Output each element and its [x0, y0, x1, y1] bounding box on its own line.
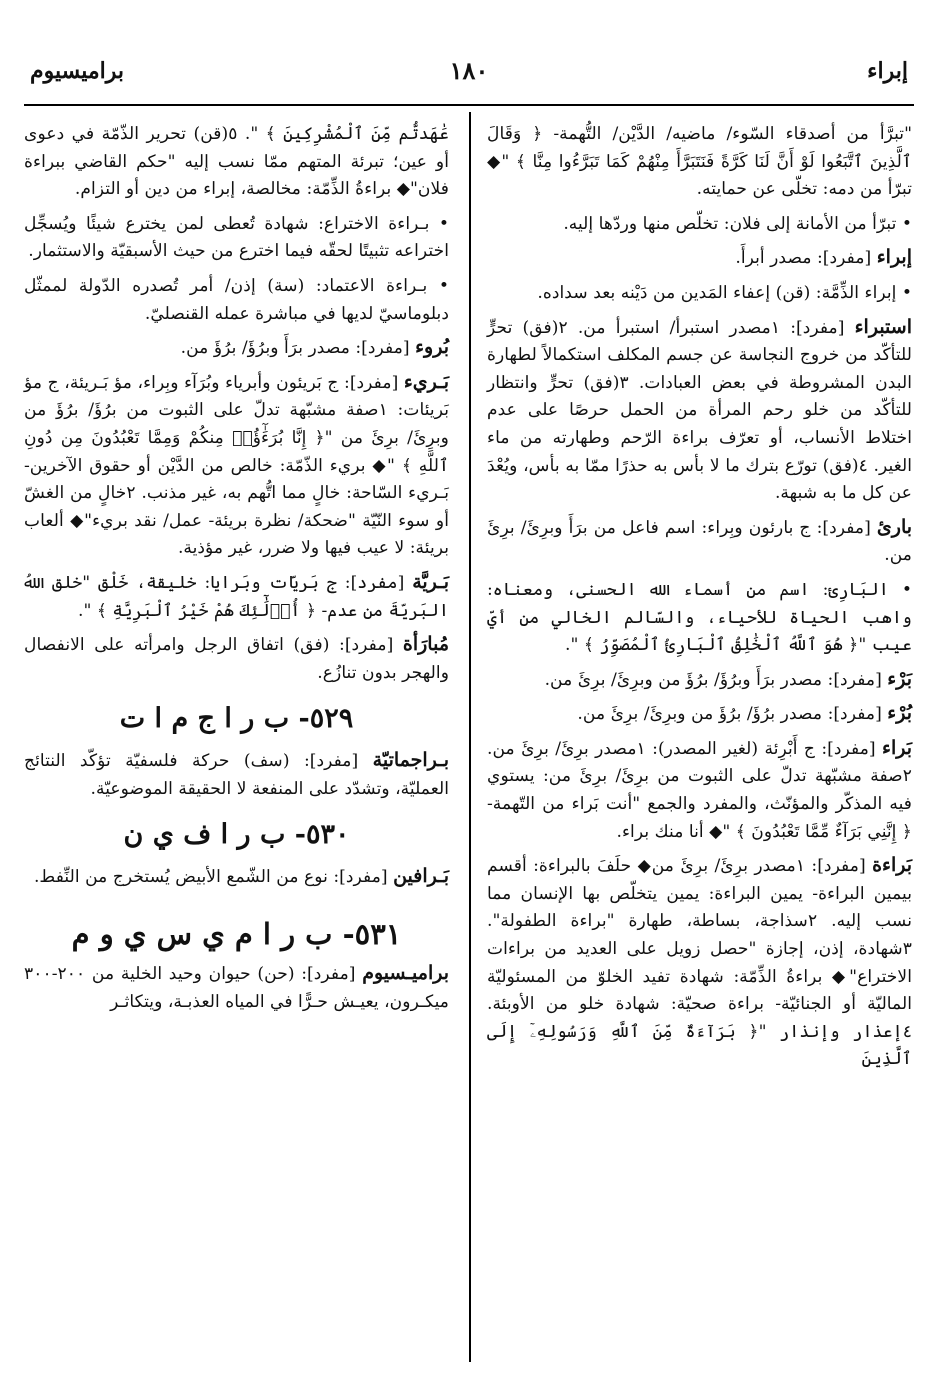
entry-definition: [مفرد]: مصدر برَأَ وبرُؤَ/ برُؤَ من وبرِئَ/ برِئَ من.	[544, 669, 882, 690]
entry-headword: إبراء	[876, 246, 912, 269]
dictionary-entry	[487, 700, 912, 729]
entry-headword: بُرْء	[887, 702, 912, 725]
entry-headword: استبراء	[854, 315, 912, 338]
entry-definition: [مفرد]: مصدر برَأَ وبرُؤَ/ برُؤَ من.	[180, 338, 410, 359]
entry-definition: • إبراء الذِّمَّة: (قن) إعفاء المَدين من دَيْنه بعد سداده.	[537, 282, 912, 303]
entry-definition: [مفرد]: ج بَريئون وأبرياء وبُرَآء وبِراء، مؤ بَـريئة، ج مؤ بَريئات: ١صفة مشبّهة تدلّ على الثبوت من برُؤَ/ برُؤَ من وبرِئَ/ برِئَ من "﴿ إِنَّا بُرَءَٰٓؤُا۟ مِنكُمْ وَمِمَّا تَعْبُدُونَ مِن دُونِ ٱللَّهِ ﴾ "◆ بريء الذّمّة: خالص من الدَّيْن أو حقوق الآخرين- بَـريء السّاحة: خالٍ مما اتُّهم به، غير مذنب. ٢خالٍ من الغشّ أو سوء النّيّة "ضحكة/ نظرة بريئة- عمل/ نقد بريء"◆ ألعاب بريئة: لا عيب فيها ولا ضرر، غير مؤذية.	[24, 372, 449, 559]
entry-definition: [مفرد]: ج أَبْرِئة (لغير المصدر): ١مصدر برِئَ/ برِئَ من. ٢صفة مشبّهة تدلّ على الثبوت من برِئَ/ برِئَ من: يستوي فيه المذكّر والمؤنّث، والمفرد والجمع "أنت بَراء من التّهمة- ﴿ إِنَّنِي بَرَآءٌ مِّمَّا تَعْبُدُونَ ﴾ "◆ أنا منك براء.	[487, 738, 912, 842]
entry-definition: • البَارِئ: اسم من أسماء الله الحسنى، ومعناه: واهب الحياة للأحياء، والسّالم الخالي من أيّ عيب "﴿ هُوَ ٱللَّهُ ٱلْخَٰلِقُ ٱلْبَارِئُ ٱلْمُصَوِّرُ ﴾ ".	[487, 579, 912, 656]
entry-definition: [مفرد]: (فق) اتفاق الرجل وامرأته على الانفصال والهجر بدون تنازُع.	[24, 635, 449, 683]
dictionary-entry	[487, 666, 912, 695]
dictionary-entry	[487, 314, 912, 508]
column-divider	[469, 112, 471, 1362]
entry-headword: مُبارَأة	[402, 633, 449, 656]
dictionary-entry	[24, 747, 449, 803]
entry-headword: بارئ	[876, 515, 913, 538]
dictionary-entry	[24, 863, 449, 892]
dictionary-entry	[24, 334, 449, 363]
entry-definition: [مفرد]: ١مصدر برِئَ/ برِئَ من◆ حلَفَ بالبراءة: أقسم بيمين البراءة- يمين البراءة: يمين يتخلّص بها الإنسان مما نسب إليه. ٢سذاجة، بساطة، طهارة "براءة الطفولة". ٣شهادة، إذن، إجازة "حصل زويل على العديد من براءات الاختراع"◆ براءةُ الذِّمّة: شهادة تفيد الخلوّ من المسئوليّة الماليّة أو الجنائيّة- براءة صحيّة: شهادة خلو من الأوبئة. ٤إعذار وإنذار "﴿ بَرَآءَةٌ مِّنَ ٱللَّهِ وَرَسُولِهِۦٓ إِلَى ٱلَّذِينَ	[487, 856, 912, 1070]
entry-definition: [مفرد]: مصدر برُؤَ/ برُؤَ من وبرِئَ/ برِئَ من.	[577, 704, 882, 725]
dictionary-entry	[487, 120, 912, 204]
entry-headword: بـراجماتيّة	[372, 749, 449, 772]
dictionary-entry	[487, 852, 912, 1074]
dictionary-entry	[24, 631, 449, 687]
root-section-heading: ٥٣٠- ب ر ا ف ي ن	[123, 819, 350, 851]
dictionary-entry	[24, 120, 449, 204]
entry-definition: • تبرّأ من الأمانة إلى فلان: تخلّص منها وردّها إليه.	[563, 213, 912, 234]
entry-headword: بَـريء	[403, 370, 449, 393]
entry-definition: [مفرد]: ١مصدر استبرأ/ استبرأ من. ٢(فق) تحرٍّ للتأكّد من خروج النجاسة عن جسم المكلف استكمالاً لطهارة البدن المشروطة في بعض العبادات. ٣(فق) تحرٍّ وانتظار للتأكّد من خلو رحم المرأة من الحمل حرصًا على عدم اختلاط الأنساب، أو تعرّف براءة الرّحم وطهارته من ماء الغير. ٤(فق) تورّع بترك ما لا بأس به حذرًا ممّا به بأس، ويُعْدَ عن كل ما به شبهة.	[487, 317, 913, 504]
dictionary-entry	[487, 244, 912, 273]
header-rule	[24, 104, 914, 106]
entry-definition: [مفرد]: مصدر أبرأَ.	[735, 248, 872, 269]
dictionary-entry	[24, 272, 449, 328]
dictionary-entry	[487, 210, 912, 239]
entry-headword: بَرْء	[887, 667, 912, 690]
entry-definition: [مفرد]: (سف) حركة فلسفيّة تؤكّد النتائج العمليّة، وتشدّد على المنفعة لا الحقيقة الموضوعيّة.	[24, 751, 449, 799]
entry-headword: بُروء	[415, 336, 449, 359]
entry-definition: [مفرد]: (حن) حيوان وحيد الخلية من ٢٠٠-٣٠٠ ميكـرون، يعيـش حـرًّا في المياه العذبـة، ويتكاثـر	[24, 964, 449, 1012]
entry-definition: • بـراءة الاختراع: شهادة تُعطى لمن يخترع شيئًا ويُسجِّل اختراعه تثبيتًا لحقّه فيما اخترع من حيث الأسبقيّة والاستثمار.	[24, 213, 449, 262]
header-guide-word-right: إبراء	[867, 58, 908, 84]
dictionary-entry	[24, 569, 449, 625]
dictionary-entry	[24, 960, 449, 1016]
header-guide-word-left: براميسيوم	[30, 58, 125, 84]
dictionary-entry	[487, 576, 912, 660]
left-column	[24, 120, 449, 1022]
dictionary-entry	[487, 514, 912, 570]
root-section-heading: ٥٢٩- ب ر ا ج م ا ت	[119, 703, 354, 735]
right-column	[487, 120, 912, 1080]
entry-definition: عَٰهَدتُّم مِّنَ ٱلْمُشْرِكِينَ ﴾ ". ٥(قن) تحرير الذّمّة في دعوى أو عين؛ تبرئة المتهم ممّا نسب إليه "حكم القاضي ببراءة فلان"◆ براءةُ الذِّمّة: مخالصة، إبراء من دين أو التزام.	[24, 124, 449, 200]
dictionary-entry	[487, 279, 912, 308]
entry-headword: بَـريَّة	[412, 570, 449, 593]
entry-definition: • بـراءة الاعتماد: (سة) إذن/ أمر تُصدره الدّولة لممثّل دبلوماسيّ لديها في مباشرة عمله القنصليّ.	[24, 275, 449, 324]
entry-headword: براميـسيوم	[362, 962, 449, 985]
dictionary-entry	[24, 210, 449, 266]
entry-headword: بَراءة	[872, 854, 913, 877]
entry-definition: [مفرد]: ج بَريّات وبَرايا: خليقة، خَلْق "خلق اللهُ البَريّةَ من عدم- ﴿ أُو۟لَٰٓئِكَ هُمْ خَيْرُ ٱلْبَرِيَّةِ ﴾ ".	[24, 572, 449, 621]
entry-headword: بَـرافين	[393, 865, 449, 888]
dictionary-entry	[487, 735, 912, 846]
entry-definition: [مفرد]: ج بارئون وبِراء: اسم فاعل من برَأَ وبرِئَ/ برِئَ من.	[487, 517, 912, 566]
entry-definition: "تبرَّأ من أصدقاء السّوء/ ماضيه/ الدَّيْن/ التُّهمة- ﴿ وَقَالَ ٱلَّذِينَ ٱتَّبَعُوا لَوْ أَنَّ لَنَا كَرَّةً فَنَتَبَرَّأَ مِنْهُمْ كَمَا تَبَرَّءُوا مِنَّا ﴾ "◆ تبرّأ من دمه: تخلّى عن حمايته.	[487, 124, 912, 200]
entry-headword: بَراء	[882, 736, 912, 759]
dictionary-entry	[24, 369, 449, 563]
entry-definition: [مفرد]: نوع من الشّمع الأبيض يُستخرج من النِّفط.	[33, 867, 388, 888]
page-number: ١٨٠	[449, 56, 489, 85]
root-section-heading: ٥٣١- ب ر ا م ي س ي و م	[71, 917, 402, 952]
